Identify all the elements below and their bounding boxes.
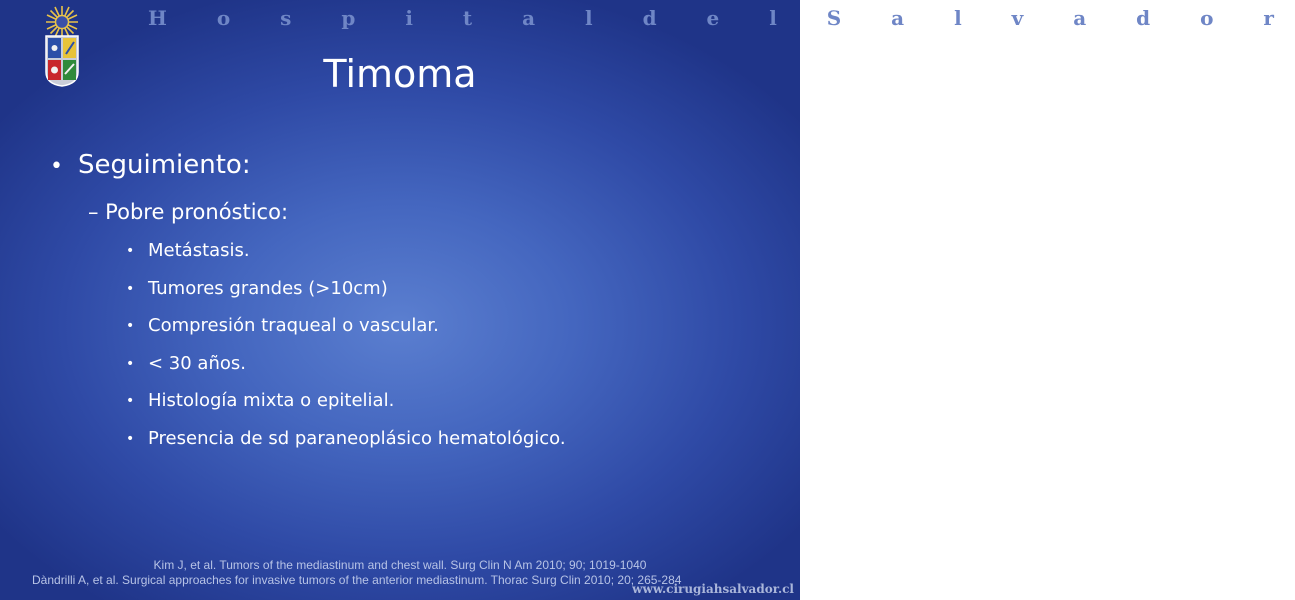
- list-item: [126, 278, 566, 316]
- list-item: [126, 315, 566, 353]
- website-link[interactable]: www.cirugiahsalvador.cl: [632, 582, 794, 596]
- bullet-level1: [50, 150, 251, 180]
- bullet-dot-icon: •: [126, 430, 135, 447]
- bullet-dot-icon: •: [126, 280, 135, 297]
- bullet-level3-list: [126, 240, 566, 466]
- bullet-dot-icon: •: [126, 318, 135, 335]
- list-item-text: < 30 años.: [148, 352, 246, 374]
- list-item: [126, 428, 566, 466]
- list-item-text: Compresión traqueal o vascular.: [148, 315, 439, 337]
- list-item-text: Histología mixta o epitelial.: [148, 390, 395, 412]
- list-item-text: Presencia de sd paraneoplásico hematológico.: [148, 427, 566, 449]
- reference-2: Dàndrilli A, et al. Surgical approaches for invasive tumors of the anterior mediastinum. Thorac Surg Clin 2010; 20; 265-284: [32, 573, 682, 587]
- bullet-level2: – Pobre pronóstico:: [88, 200, 289, 224]
- bullet-dot-icon: •: [126, 355, 135, 372]
- reference-1: Kim J, et al. Tumors of the mediastinum and chest wall. Surg Clin N Am 2010; 90; 1019-1040: [153, 558, 647, 572]
- institution-name: H o s p i t a l d e l S a l v a d o r: [148, 6, 1295, 30]
- bullet-dot-icon: •: [126, 243, 135, 259]
- bullet-dot-icon: •: [50, 154, 63, 179]
- list-item: [126, 353, 566, 391]
- list-item-text: Tumores grandes (>10cm): [148, 277, 388, 299]
- list-item: [126, 240, 566, 278]
- slide-title: Timoma: [323, 52, 477, 96]
- list-item: [126, 390, 566, 428]
- bullet-level1-text: Seguimiento:: [78, 150, 251, 180]
- bullet-dot-icon: •: [126, 393, 135, 410]
- list-item-text: Metástasis.: [148, 240, 250, 261]
